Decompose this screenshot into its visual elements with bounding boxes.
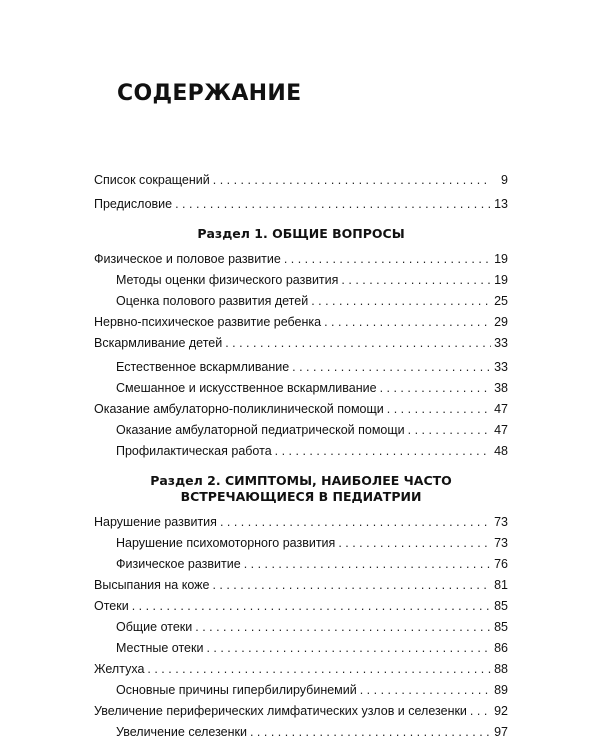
section-heading-line: ВСТРЕЧАЮЩИЕСЯ В ПЕДИАТРИИ <box>180 489 422 504</box>
toc-entry[interactable] <box>94 577 508 593</box>
leader-dots <box>250 724 491 740</box>
toc-entry-label: Общие отеки <box>116 620 193 634</box>
leader-dots <box>212 577 491 593</box>
toc-entry-label: Физическое и половое развитие <box>94 252 281 266</box>
leader-dots <box>408 422 491 438</box>
leader-dots <box>225 335 491 351</box>
section-2-heading <box>94 473 508 505</box>
leader-dots <box>220 514 491 530</box>
toc-entry-page: 13 <box>494 197 508 211</box>
toc-entry-page: 38 <box>494 381 508 395</box>
toc-entry-label: Физическое развитие <box>116 557 241 571</box>
toc-entry-page: 19 <box>494 252 508 266</box>
toc-entry-page: 48 <box>494 444 508 458</box>
leader-dots <box>360 682 491 698</box>
section-heading-line: Раздел 1. ОБЩИЕ ВОПРОСЫ <box>197 226 405 241</box>
toc-subentry[interactable] <box>94 724 508 740</box>
toc-entry-page: 73 <box>494 536 508 550</box>
toc-entry-label: Смешанное и искусственное вскармливание <box>116 381 377 395</box>
toc-entry-label: Список сокращений <box>94 173 210 187</box>
toc-entry-label: Вскармливание детей <box>94 336 223 350</box>
leader-dots <box>311 293 491 309</box>
leader-dots <box>206 640 491 656</box>
leader-dots <box>244 556 491 572</box>
section-heading-line: Раздел 2. СИМПТОМЫ, НАИБОЛЕЕ ЧАСТО <box>150 473 452 488</box>
toc-entry-label: Нервно-психическое развитие ребенка <box>94 315 322 329</box>
toc-entry-page: 33 <box>494 336 508 350</box>
table-of-contents <box>94 172 508 745</box>
leader-dots <box>387 401 491 417</box>
toc-subentry[interactable] <box>94 293 508 309</box>
leader-dots <box>284 251 491 267</box>
toc-entry-label: Методы оценки физического развития <box>116 273 339 287</box>
toc-entry-label: Увеличение периферических лимфатических узлов и селезенки <box>94 704 467 718</box>
toc-subentry[interactable] <box>94 640 508 656</box>
section-1-heading <box>94 226 508 242</box>
leader-dots <box>341 272 491 288</box>
toc-entry[interactable] <box>94 401 508 417</box>
toc-entry-label: Предисловие <box>94 197 173 211</box>
toc-entry-label: Желтуха <box>94 662 145 676</box>
toc-entry-label: Основные причины гипербилирубинемий <box>116 683 357 697</box>
toc-subentry[interactable] <box>94 682 508 698</box>
toc-entry-page: 92 <box>494 704 508 718</box>
toc-entry-page: 88 <box>494 662 508 676</box>
toc-entry[interactable] <box>94 196 508 212</box>
toc-entry-label: Оценка полового развития детей <box>116 294 309 308</box>
toc-entry-page: 25 <box>494 294 508 308</box>
toc-entry-label: Оказание амбулаторной педиатрической помощи <box>116 423 405 437</box>
toc-entry[interactable] <box>94 335 508 351</box>
toc-entry-label: Нарушение развития <box>94 515 217 529</box>
leader-dots <box>175 196 491 212</box>
leader-dots <box>147 661 491 677</box>
toc-entry-page: 86 <box>494 641 508 655</box>
leader-dots <box>132 598 491 614</box>
toc-entry-label: Отеки <box>94 599 129 613</box>
toc-entry[interactable] <box>94 172 508 188</box>
toc-subentry[interactable] <box>94 535 508 551</box>
leader-dots <box>213 172 491 188</box>
toc-entry-page: 47 <box>494 423 508 437</box>
toc-subentry[interactable] <box>94 443 508 459</box>
toc-entry-page: 89 <box>494 683 508 697</box>
toc-entry-page: 73 <box>494 515 508 529</box>
toc-entry[interactable] <box>94 251 508 267</box>
toc-entry-page: 85 <box>494 599 508 613</box>
toc-entry[interactable] <box>94 598 508 614</box>
toc-entry[interactable] <box>94 314 508 330</box>
toc-entry-label: Высыпания на коже <box>94 578 210 592</box>
leader-dots <box>380 380 491 396</box>
toc-entry-page: 85 <box>494 620 508 634</box>
toc-entry-label: Местные отеки <box>116 641 204 655</box>
leader-dots <box>275 443 491 459</box>
toc-entry-page: 29 <box>494 315 508 329</box>
leader-dots <box>324 314 491 330</box>
toc-entry[interactable] <box>94 514 508 530</box>
leader-dots <box>292 359 491 375</box>
toc-subentry[interactable] <box>94 422 508 438</box>
toc-subentry[interactable] <box>94 556 508 572</box>
toc-subentry[interactable] <box>94 359 508 375</box>
toc-entry[interactable] <box>94 661 508 677</box>
toc-entry-label: Оказание амбулаторно-поликлинической помощи <box>94 402 384 416</box>
toc-entry-page: 47 <box>494 402 508 416</box>
toc-entry-page: 76 <box>494 557 508 571</box>
leader-dots <box>195 619 491 635</box>
toc-entry-page: 81 <box>494 578 508 592</box>
page-title: СОДЕРЖАНИЕ <box>117 81 302 106</box>
toc-entry[interactable] <box>94 703 508 719</box>
toc-subentry[interactable] <box>94 272 508 288</box>
toc-subentry[interactable] <box>94 619 508 635</box>
leader-dots <box>470 703 491 719</box>
leader-dots <box>338 535 491 551</box>
toc-entry-label: Увеличение селезенки <box>116 725 247 739</box>
toc-entry-page: 9 <box>501 173 508 187</box>
toc-entry-page: 33 <box>494 360 508 374</box>
toc-entry-label: Нарушение психомоторного развития <box>116 536 336 550</box>
toc-entry-label: Естественное вскармливание <box>116 360 290 374</box>
toc-entry-page: 19 <box>494 273 508 287</box>
toc-subentry[interactable] <box>94 380 508 396</box>
toc-entry-label: Профилактическая работа <box>116 444 272 458</box>
toc-entry-page: 97 <box>494 725 508 739</box>
